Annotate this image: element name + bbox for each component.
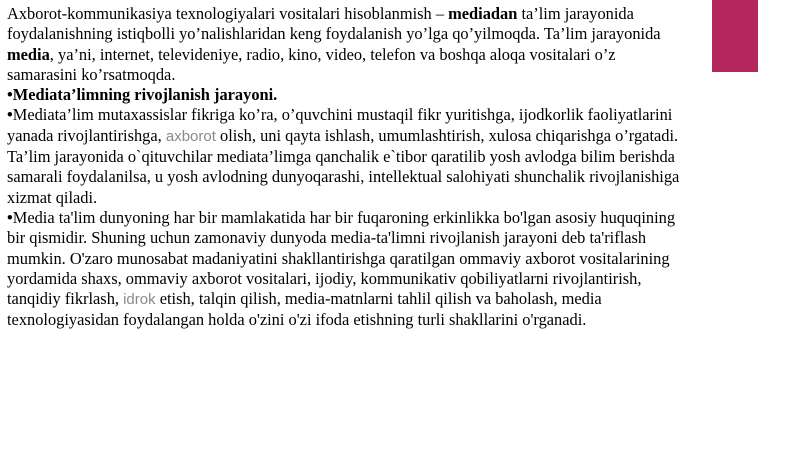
bullet2-text-1: Media ta'lim dunyoning har bir mamlakatida har bir fuqaroning erkinlikka bo'lgan asosiy huquqining bir qismidir. Shuning uchun zamonaviy dunyoda media-ta'limni rivojlanish jarayoni deb ta'riflash mumkin. O'zaro munosabat madaniyatini shakllantirishga qaratilgan ommaviy axborot vositalarining yordamida shaxs, ommaviy axborot vositalari, ijodiy, kommunikativ qobiliyatlarni rivojlantirish, tanqidiy fikrlash, — [7, 207, 676, 309]
intro-bold-mediadan: mediadan — [448, 4, 518, 23]
bullet1-text-1: Mediata’lim mutaxassislar fikriga ko’ra, o’quvchini mustaqil fikr yuritishga, ijodkorlik faoliyatlarini yanada rivojlantirishga, — [7, 105, 673, 145]
bullet1-muted-word: axborot — [165, 127, 216, 145]
intro-bold-media: media — [7, 44, 50, 64]
bullet2-text-2: etish, talqin qilish, media-matnlarni tahlil qilish va baholash, media texnologiyasidan foydalangan holda o'zini o'zi ifoda etishning turli shakllarini o'rganadi. — [7, 289, 602, 330]
bullet-paragraph-1 — [7, 105, 687, 207]
intro-paragraph — [7, 4, 679, 85]
bullet1-text-2: olish, uni qayta ishlash, umumlashtirish, xulosa chiqarishga o’rgatadi. Ta’lim jarayonida o`qituvchilar mediata’limga qanchalik e`tibor qaratilib yosh avlodga bilim berishda samarali foydalanilsa, u yosh avlodning dunyoqarashi, intellektual salohiyati shunchalik rivojlanishiga xizmat qiladi. — [7, 125, 680, 207]
heading-paragraph — [7, 85, 667, 105]
bullet-paragraph-2 — [7, 208, 692, 331]
intro-text-1: Axborot-kommunikasiya texnologiyalari vositalari hisoblanmish – — [7, 4, 449, 23]
bullet2-muted-word: idrok — [123, 291, 156, 309]
slide-text — [7, 4, 707, 331]
bullet-icon: • — [7, 86, 13, 105]
bullet-icon: • — [7, 208, 13, 227]
intro-text-2: ta’lim jarayonida foydalanishning istiqbolli yo’nalishlaridan keng foydalanish yo’lga qo’yilmoqda. Ta’lim jarayonida — [7, 4, 661, 44]
intro-text-3: , ya’ni, internet, televideniye, radio, kino, video, telefon va boshqa aloqa vositalari o’z samarasini ko’rsatmoqda. — [7, 44, 616, 84]
bullet-icon: • — [7, 106, 13, 125]
accent-bar — [712, 0, 758, 72]
section-heading: Mediata’limning rivojlanish jarayoni. — [12, 85, 278, 105]
